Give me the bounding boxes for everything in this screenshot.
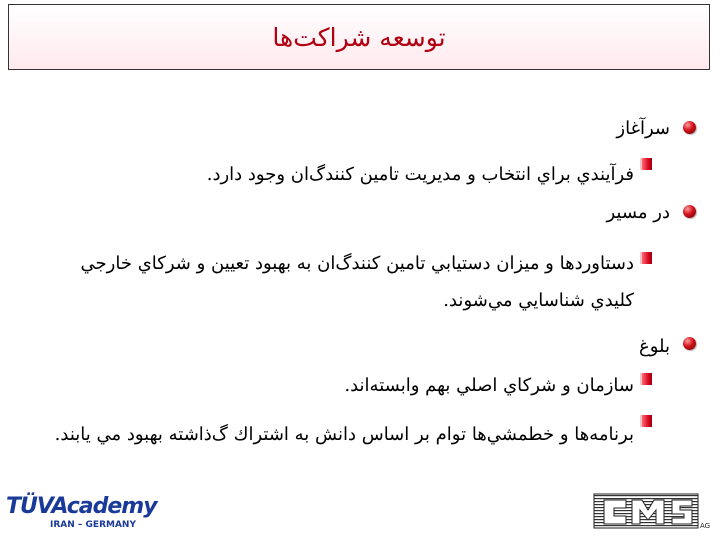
- bullet-text: فرآيندي براي انتخاب و مديريت تامين كنندگ‌ان وجود دارد.: [206, 164, 634, 185]
- bullet-square-icon: [640, 252, 652, 264]
- bullet-text: برنامه‌ها و خطمشي‌ها توام بر اساس دانش به اشتراك گ‌ذاشته بهبود مي يابند.: [54, 424, 634, 445]
- cms-logo: [592, 492, 714, 532]
- bullet-text: دستاوردها و ميزان دستيابي تامين كنندگ‌ان به بهبود تعيين و شركاي خارجي: [80, 253, 634, 274]
- bullet-square-icon: [640, 158, 652, 170]
- bullet-ball-icon: [683, 205, 696, 218]
- bullet-square-icon: [640, 373, 652, 385]
- cms-logo-suffix: AG: [700, 522, 711, 530]
- tuv-academy-logo-text: TÜVAcademy: [6, 494, 157, 519]
- bullet-square-icon: [640, 415, 652, 427]
- tuv-academy-subtitle: IRAN – GERMANY: [50, 520, 136, 530]
- section-heading: بلوغ: [638, 336, 670, 357]
- section-heading: سرآغاز: [616, 118, 670, 139]
- section-heading: در مسير: [606, 202, 670, 223]
- page-title: توسعه شراكت‌ها: [272, 23, 446, 52]
- bullet-text-continued: كليدي شناسايي مي‌شوند.: [443, 290, 634, 311]
- cms-logo-icon: [592, 492, 714, 532]
- bullet-text: سازمان و شركاي اصلي بهم وابسته‌اند.: [344, 375, 634, 396]
- bullet-ball-icon: [683, 337, 696, 350]
- tuv-academy-logo: [6, 494, 157, 532]
- bullet-ball-icon: [683, 121, 696, 134]
